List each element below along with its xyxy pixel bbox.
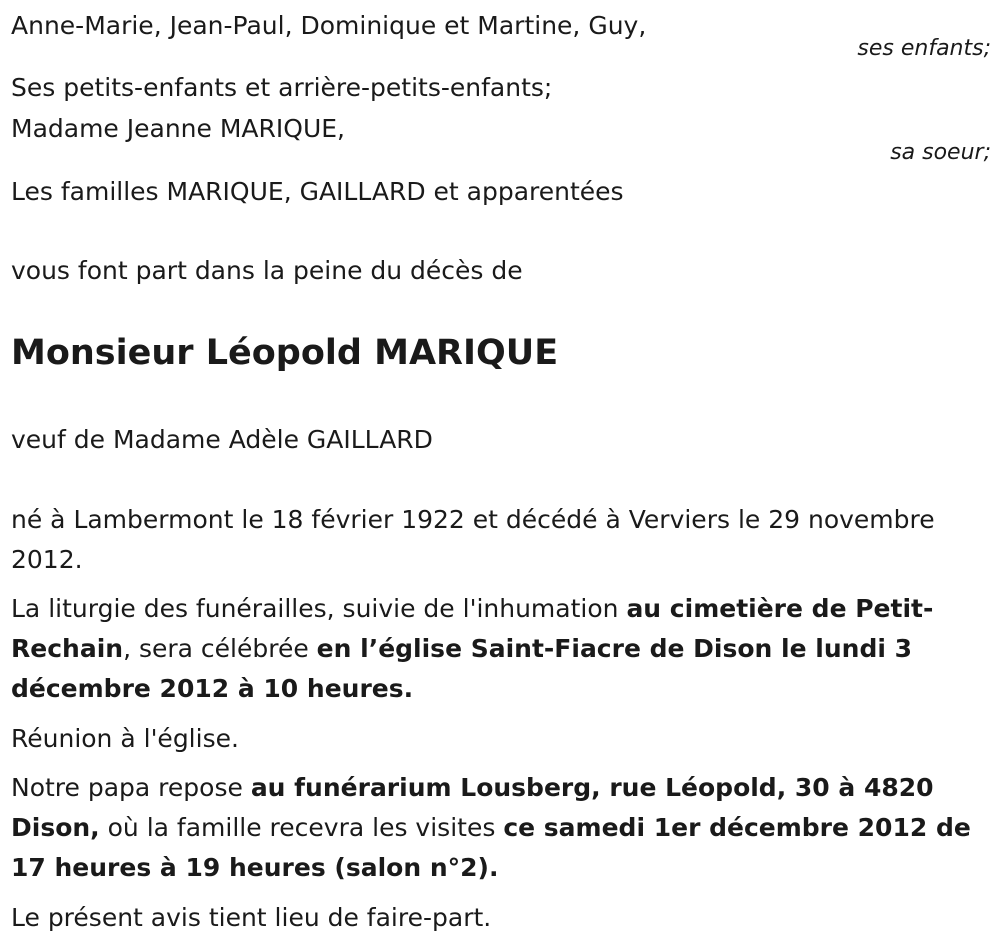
church-datetime: en l’église Saint-Fiacre de Dison le lundi 3 décembre 2012 à 10 heures. bbox=[11, 634, 913, 703]
children-names: Anne-Marie, Jean-Paul, Dominique et Martine, Guy, bbox=[11, 11, 647, 40]
children-role: ses enfants; bbox=[857, 36, 991, 61]
funeral-details bbox=[11, 589, 986, 709]
cemetery: au cimetière de Petit-Rechain bbox=[11, 594, 934, 663]
visitation-datetime: ce samedi 1er décembre 2012 de 17 heures à 19 heures (salon n°2). bbox=[11, 813, 971, 882]
closing: Le présent avis tient lieu de faire-part. bbox=[11, 903, 492, 932]
funeral-home: au funérarium Lousberg, rue Léopold, 30 à 4820 Dison, bbox=[11, 773, 934, 842]
meeting: Réunion à l'église. bbox=[11, 724, 239, 753]
grandchildren-line: Ses petits-enfants et arrière-petits-enfants; bbox=[11, 73, 553, 102]
sister-name: Madame Jeanne MARIQUE, bbox=[11, 114, 345, 143]
announcement: vous font part dans la peine du décès de bbox=[11, 256, 523, 285]
families-line: Les familles MARIQUE, GAILLARD et apparentées bbox=[11, 177, 624, 206]
deceased-name: Monsieur Léopold MARIQUE bbox=[11, 333, 559, 373]
funeral-mid: , sera célébrée bbox=[123, 634, 317, 663]
visitation-intro: Notre papa repose bbox=[11, 773, 251, 802]
visitation-details bbox=[11, 768, 986, 888]
funeral-intro: La liturgie des funérailles, suivie de l'inhumation bbox=[11, 594, 627, 623]
visitation-mid: où la famille recevra les visites bbox=[99, 813, 504, 842]
birth-death: né à Lambermont le 18 février 1922 et décédé à Verviers le 29 novembre 2012. bbox=[11, 505, 935, 574]
sister-role: sa soeur; bbox=[890, 140, 991, 165]
widower-of: veuf de Madame Adèle GAILLARD bbox=[11, 425, 433, 454]
